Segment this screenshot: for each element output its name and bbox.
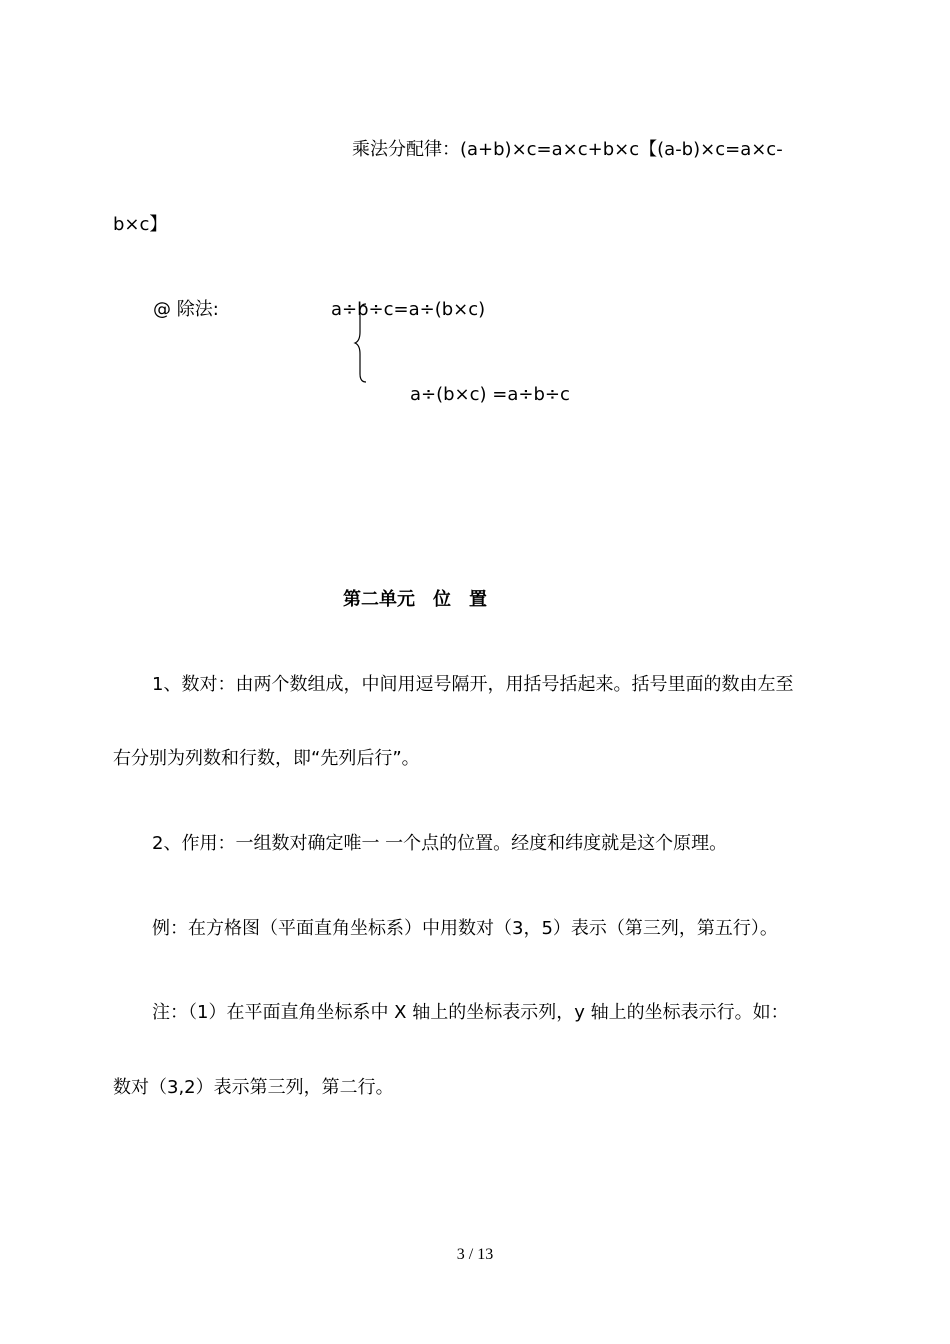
note-line-2: 数对（3,2）表示第三列，第二行。	[113, 1077, 394, 1098]
multiplication-law-line-1: 乘法分配律：(a+b)×c=a×c+b×c【(a-b)×c=a×c-	[352, 139, 783, 160]
example-paragraph: 例：在方格图（平面直角坐标系）中用数对（3，5）表示（第三列，第五行）。	[152, 918, 778, 939]
division-label: @ 除法:	[153, 299, 219, 320]
multiplication-law-line-2: b×c】	[113, 214, 168, 235]
item-1-line-1: 1、数对：由两个数组成，中间用逗号隔开，用括号括起来。括号里面的数由左至	[152, 674, 794, 695]
curly-brace-icon	[352, 302, 372, 384]
note-line-1: 注：（1）在平面直角坐标系中 X 轴上的坐标表示列，y 轴上的坐标表示行。如：	[152, 1002, 789, 1023]
page-number: 3 / 13	[456, 1246, 494, 1263]
division-formula-1: a÷b÷c=a÷(b×c)	[331, 299, 486, 320]
item-1-line-2: 右分别为列数和行数，即“先列后行”。	[113, 748, 420, 769]
item-2: 2、作用：一组数对确定唯一 一个点的位置。经度和纬度就是这个原理。	[152, 833, 728, 854]
division-formula-2: a÷(b×c) =a÷b÷c	[410, 384, 570, 405]
unit-title: 第二单元 位 置	[343, 589, 487, 610]
